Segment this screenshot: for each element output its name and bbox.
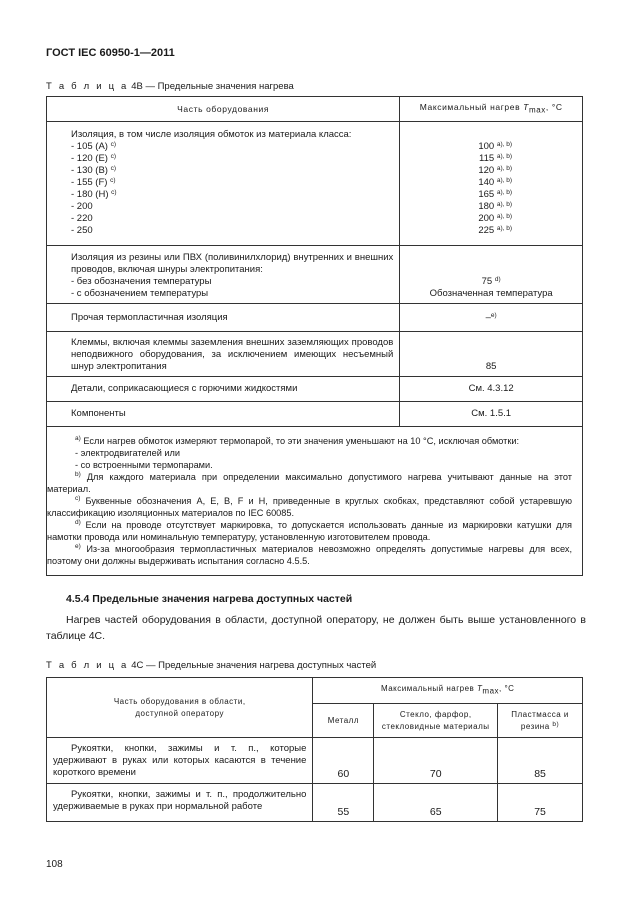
header-line: стекловидные материалы <box>381 721 490 731</box>
table-row <box>47 784 583 822</box>
class-value <box>400 141 512 153</box>
caption-label: Т а б л и ц а <box>46 660 129 671</box>
note-b <box>47 471 572 495</box>
class-value <box>400 225 512 237</box>
note-subitem: - со встроенными термопарами. <box>75 460 213 470</box>
section-heading: 4.5.4 Предельные значения нагрева доступных частей <box>66 593 353 605</box>
row-metal-value: 60 <box>313 738 374 784</box>
class-item <box>71 201 393 213</box>
row-insulation-classes <box>47 122 400 246</box>
table-row <box>47 377 583 402</box>
table-row <box>47 246 583 304</box>
table-4c-header-glass <box>374 704 498 738</box>
row-flammable-value: См. 4.3.12 <box>400 377 583 402</box>
table-4c-header-part <box>47 678 313 738</box>
row-flammable: Детали, соприкасающиеся с горючими жидкостями <box>47 377 400 402</box>
class-label: - 220 <box>71 213 93 224</box>
table-row <box>47 738 583 784</box>
row-plastic-value: 75 <box>498 784 583 822</box>
class-item <box>71 153 393 165</box>
row-glass-value: 65 <box>374 784 498 822</box>
class-item <box>71 189 393 201</box>
header-max-suffix: , °C <box>545 102 563 113</box>
table-row <box>47 304 583 332</box>
header-max-prefix: Максимальный нагрев <box>380 684 475 694</box>
table-row <box>47 122 583 246</box>
value-sup: e) <box>490 311 497 319</box>
header-line: Часть оборудования в области, <box>113 696 246 706</box>
value-sup: a), b) <box>496 213 512 220</box>
table-4c <box>46 677 583 822</box>
header-text: резина <box>520 721 550 731</box>
value: 115 <box>479 153 495 164</box>
row-insulation-values <box>400 122 583 246</box>
pvc-value-1 <box>400 276 582 288</box>
value-sup: a), b) <box>496 153 512 160</box>
value-sup: a), b) <box>496 201 512 208</box>
row-text: Рукоятки, кнопки, зажимы и т. п., продолжительно удерживаемые в руках при нормальной работе <box>47 784 313 822</box>
class-sup: c) <box>110 141 117 148</box>
table-4c-caption <box>46 660 376 671</box>
note-text: Для каждого материала при определении максимально допустимого нагрева учитывают данные на этот материал. <box>47 472 572 494</box>
class-sup: c) <box>110 165 117 172</box>
header-line <box>498 721 582 733</box>
row-plastic-value: 85 <box>498 738 583 784</box>
row-text: Изоляция из резины или ПВХ (поливинилхлорид) внутренних и внешних проводов, включая шнуры электропитания: <box>71 252 394 275</box>
header-max-symbol: T <box>523 102 529 113</box>
value: 165 <box>478 189 495 200</box>
caption-text: 4В — Предельные значения нагрева <box>131 81 294 92</box>
value-sup: d) <box>494 276 501 283</box>
note-mark: b) <box>75 471 81 478</box>
table-4b-header-max <box>400 97 583 122</box>
note-mark: a) <box>75 435 81 442</box>
header-line: доступной оператору <box>135 708 224 718</box>
note-mark: e) <box>75 543 81 550</box>
row-metal-value: 55 <box>313 784 374 822</box>
value-sup: a), b) <box>496 165 512 172</box>
note-mark: d) <box>75 519 81 526</box>
value-sup: a), b) <box>496 177 512 184</box>
document-code: ГОСТ IEC 60950-1—2011 <box>46 47 175 59</box>
class-item <box>71 213 393 225</box>
class-item <box>71 225 393 237</box>
row-pvc-insulation <box>47 246 400 304</box>
row-terminals: Клеммы, включая клеммы заземления внешних заземляющих проводов неподвижного оборудования, за исключением имеющих несъемный шнур электропитания <box>47 332 400 377</box>
class-sup: c) <box>110 177 116 184</box>
header-line: Пластмасса и <box>511 709 569 719</box>
class-value <box>400 189 512 201</box>
table-4c-header-plastic <box>498 704 583 738</box>
header-line: Стекло, фарфор, <box>399 709 472 719</box>
class-sup: c) <box>111 189 117 196</box>
class-label: - 250 <box>71 225 93 236</box>
value-sup: a), b) <box>496 141 512 148</box>
table-4b-caption <box>46 81 294 92</box>
row-glass-value: 70 <box>374 738 498 784</box>
class-sup: c) <box>110 153 117 160</box>
class-label: - 180 (H) <box>71 189 109 200</box>
class-item <box>71 177 393 189</box>
page-number: 108 <box>46 859 63 870</box>
class-label: - 200 <box>71 201 93 212</box>
class-value <box>400 201 512 213</box>
row-subitem: - без обозначения температуры <box>71 276 212 287</box>
table-notes-row <box>47 427 583 576</box>
header-sup: b) <box>552 720 560 728</box>
value: – <box>485 311 491 323</box>
note-text: Если нагрев обмоток измеряют термопарой, то эти значения уменьшают на 10 °С, исключая обмотки: <box>83 436 520 446</box>
value: 100 <box>478 141 495 152</box>
header-max-sub: max <box>528 105 546 115</box>
note-text: Из-за многообразия термопластичных материалов невозможно определять допустимые нагревы для всех, поэтому они должны выдерживать испытания согласно 4.5.5. <box>47 544 573 566</box>
pvc-value-2: Обозначенная температура <box>429 288 553 299</box>
value: 225 <box>478 225 495 236</box>
header-max-suffix: , °C <box>499 684 515 694</box>
class-value <box>400 165 512 177</box>
row-thermoplastic-value <box>400 304 583 332</box>
class-label: - 130 (В) <box>71 165 108 176</box>
class-label: - 155 (F) <box>71 177 108 188</box>
class-value <box>400 213 512 225</box>
value: 200 <box>478 213 495 224</box>
caption-text: 4С — Предельные значения нагрева доступных частей <box>131 660 377 671</box>
value-sup: a), b) <box>496 189 512 196</box>
table-row <box>47 332 583 377</box>
class-item <box>71 141 393 153</box>
table-4c-header-max <box>313 678 583 704</box>
table-4b <box>46 96 583 576</box>
note-c <box>47 495 572 519</box>
class-value <box>400 177 512 189</box>
header-max-symbol: T <box>477 684 483 694</box>
class-label: - 120 (Е) <box>71 153 108 164</box>
row-thermoplastic: Прочая термопластичная изоляция <box>47 304 400 332</box>
row-text: Рукоятки, кнопки, зажимы и т. п., которые удерживают в руках или которых касаются в течение короткого времени <box>47 738 313 784</box>
header-max-prefix: Максимальный нагрев <box>419 102 521 113</box>
class-item <box>71 165 393 177</box>
class-value <box>400 153 512 165</box>
note-mark: c) <box>75 495 81 502</box>
section-paragraph: Нагрев частей оборудования в области, доступной оператору, не должен быть выше установленного в таблице 4С. <box>46 614 586 642</box>
row-terminals-value: 85 <box>400 332 583 377</box>
table-row <box>47 402 583 427</box>
value: 120 <box>478 165 495 176</box>
note-a <box>75 435 572 447</box>
table-4c-header-metal: Металл <box>313 704 374 738</box>
row-components: Компоненты <box>47 402 400 427</box>
value: 180 <box>478 201 495 212</box>
value-list <box>400 141 582 237</box>
table-4b-notes <box>47 427 583 576</box>
row-title: Изоляция, в том числе изоляция обмоток из материала класса: <box>71 129 352 140</box>
row-pvc-values <box>400 246 583 304</box>
table-4b-header-part: Часть оборудования <box>47 97 400 122</box>
note-text: Буквенные обозначения А, Е, В, F и H, приведенные в круглых скобках, представляют собой устаревшую классификацию изоляционных материалов по IEC 60085. <box>47 496 572 518</box>
note-subitem: - электродвигателей или <box>75 448 181 458</box>
note-e <box>47 543 572 567</box>
note-text: Если на проводе отсутствует маркировка, то допускается использовать данные из маркировки катушки для намотки провода или номинальную температуру, установленную изготовителем провода. <box>47 520 572 542</box>
value-sup: a), b) <box>496 225 512 232</box>
header-max-sub: max <box>482 686 500 696</box>
value: 75 <box>481 276 493 287</box>
caption-label: Т а б л и ц а <box>46 81 129 92</box>
note-d <box>47 519 572 543</box>
value: 140 <box>478 177 495 188</box>
row-subitem: - с обозначением температуры <box>71 288 209 299</box>
row-components-value: См. 1.5.1 <box>400 402 583 427</box>
class-label: - 105 (А) <box>71 141 108 152</box>
